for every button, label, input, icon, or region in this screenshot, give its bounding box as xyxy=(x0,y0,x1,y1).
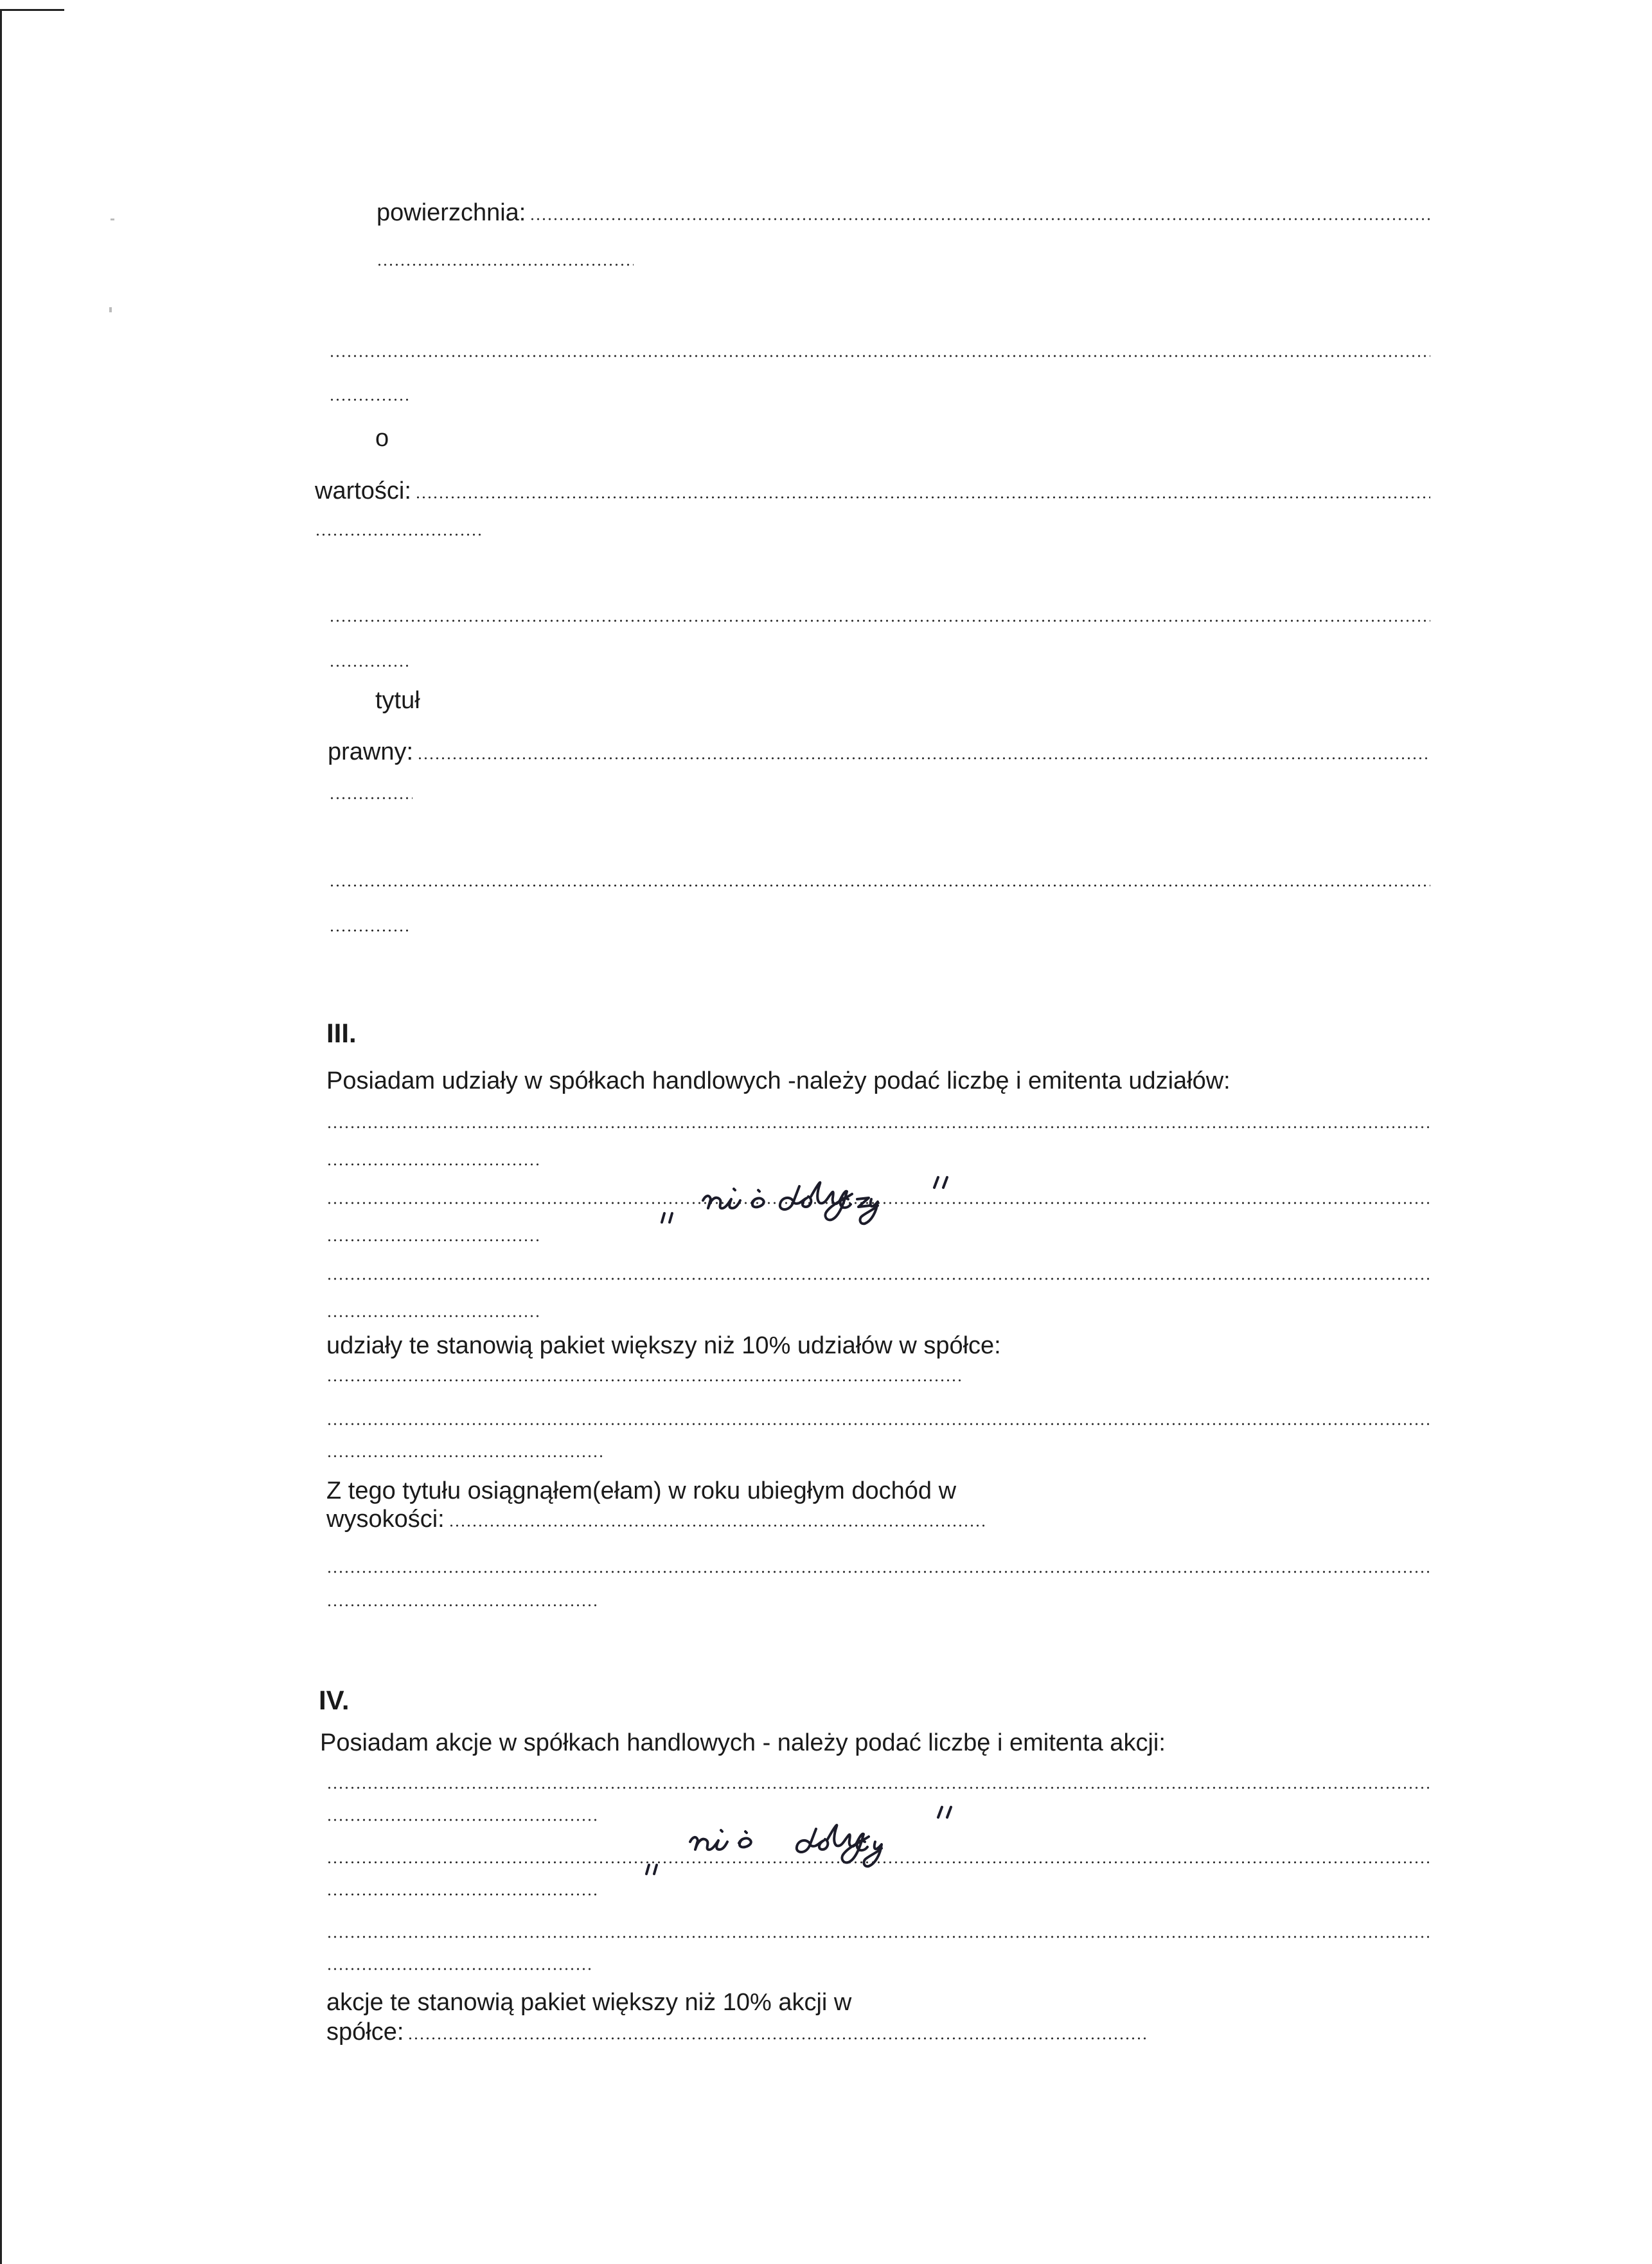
section-3-pakiet: udziały te stanowią pakiet większy niż 10% udziałów w spółce: xyxy=(326,1332,1001,1359)
section-3-number: III. xyxy=(326,1018,357,1048)
prawny-label: prawny: xyxy=(328,738,414,765)
section-3-dochod-line2: wysokości: xyxy=(326,1506,445,1533)
o-label: o xyxy=(375,425,389,452)
section-4-pakiet-line1: akcje te stanowią pakiet większy niż 10% akcji w xyxy=(326,1989,852,2016)
powierzchnia-label: powierzchnia: xyxy=(377,199,526,226)
tytul-label: tytuł xyxy=(375,687,420,714)
section-3-intro: Posiadam udziały w spółkach handlowych -należy podać liczbę i emitenta udziałów: xyxy=(326,1067,1230,1094)
section-3-dochod-line1: Z tego tytułu osiągnąłem(ełam) w roku ubiegłym dochód w xyxy=(326,1477,957,1504)
wartosci-label: wartości: xyxy=(315,477,411,504)
section-4-intro: Posiadam akcje w spółkach handlowych - należy podać liczbę i emitenta akcji: xyxy=(320,1729,1166,1756)
section-4-pakiet-line2: spółce: xyxy=(326,2019,404,2046)
section-4-number: IV. xyxy=(319,1685,350,1715)
